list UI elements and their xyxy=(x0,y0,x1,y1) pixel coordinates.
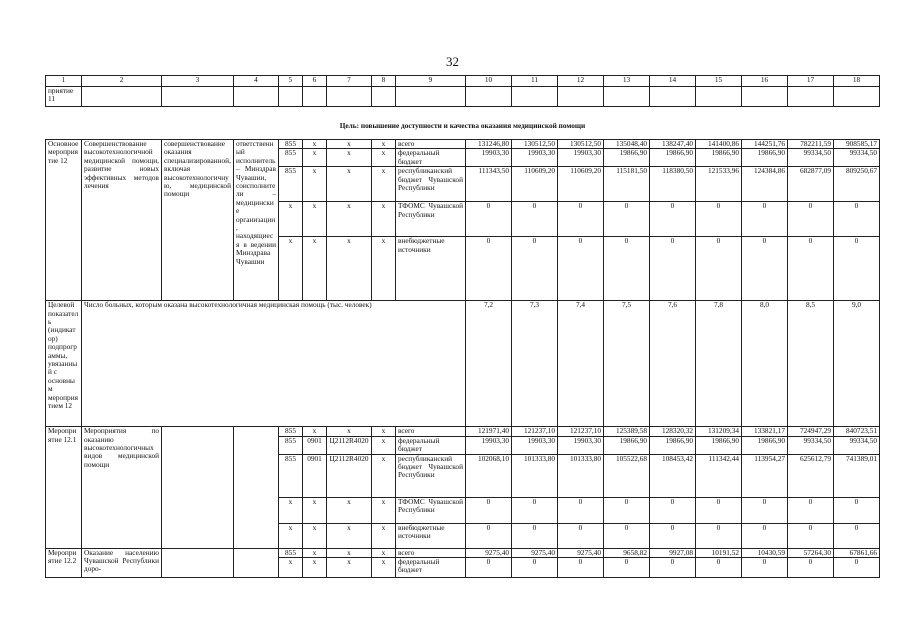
column-header: 10 xyxy=(466,76,512,87)
code-ministry: 855 xyxy=(279,149,303,167)
amount-cell: 121971,40 xyxy=(466,427,512,436)
amount-cell: 0 xyxy=(604,497,650,523)
indicator-value: 7,8 xyxy=(696,301,742,427)
amount-cell: 0 xyxy=(650,497,696,523)
amount-cell: 0 xyxy=(742,558,788,578)
code-target-article: x xyxy=(327,167,372,202)
code-target-article: x xyxy=(327,149,372,167)
amount-cell: 130512,50 xyxy=(512,140,558,149)
funding-source: федеральный бюджет xyxy=(396,149,466,167)
amount-cell: 125389,58 xyxy=(604,427,650,436)
empty-cell xyxy=(162,87,234,107)
amount-cell: 0 xyxy=(696,558,742,578)
amount-cell: 9275,40 xyxy=(512,548,558,557)
amount-cell: 19866,90 xyxy=(696,149,742,167)
code-expense-group: x xyxy=(372,140,396,149)
amount-cell: 121237,10 xyxy=(512,427,558,436)
indicator-text: Число больных, которым оказана высокотехнологичная медицинская помощь (тыс. человек) xyxy=(82,301,466,427)
amount-cell: 0 xyxy=(558,237,604,301)
code-ministry: x xyxy=(279,558,303,578)
amount-cell: 0 xyxy=(742,202,788,237)
column-header: 5 xyxy=(279,76,303,87)
event-description: Совершенствование высокотехнологичной медицинской помощи, развитие новых эффективных методов лечения xyxy=(82,140,162,301)
amount-cell: 741389,01 xyxy=(834,454,880,497)
indicator-value: 7,5 xyxy=(604,301,650,427)
page-number: 32 xyxy=(446,54,459,69)
amount-cell: 0 xyxy=(788,558,834,578)
column-header: 12 xyxy=(558,76,604,87)
event-name: Основное мероприятие 12 xyxy=(46,140,82,301)
amount-cell: 111343,50 xyxy=(466,167,512,202)
indicator-value: 7,3 xyxy=(512,301,558,427)
amount-cell: 9927,08 xyxy=(650,548,696,557)
amount-cell: 0 xyxy=(834,558,880,578)
amount-cell: 0 xyxy=(604,523,650,548)
amount-cell: 135048,40 xyxy=(604,140,650,149)
amount-cell: 0 xyxy=(604,202,650,237)
table-row xyxy=(46,140,880,149)
amount-cell: 724947,29 xyxy=(788,427,834,436)
amount-cell: 9658,82 xyxy=(604,548,650,557)
indicator-row xyxy=(46,301,880,427)
amount-cell: 19903,30 xyxy=(512,149,558,167)
empty-cell xyxy=(650,87,696,107)
amount-cell: 0 xyxy=(558,558,604,578)
expected-result: совершенствование оказания специализированной, включая высокотехнологичную, медицинской помощи xyxy=(162,140,234,301)
column-header-row xyxy=(46,76,880,87)
amount-cell: 99334,50 xyxy=(834,149,880,167)
amount-cell: 10191,52 xyxy=(696,548,742,557)
amount-cell: 809250,67 xyxy=(834,167,880,202)
amount-cell: 10430,59 xyxy=(742,548,788,557)
code-expense-group: x xyxy=(372,436,396,454)
amount-cell: 0 xyxy=(742,523,788,548)
amount-cell: 0 xyxy=(834,523,880,548)
amount-cell: 0 xyxy=(604,237,650,301)
code-section: 0901 xyxy=(303,436,327,454)
funding-source: внебюджетные источники xyxy=(396,237,466,301)
code-section: x xyxy=(303,149,327,167)
code-target-article: x xyxy=(327,523,372,548)
amount-cell: 908585,17 xyxy=(834,140,880,149)
indicator-value: 7,6 xyxy=(650,301,696,427)
empty-cell xyxy=(82,87,162,107)
code-section: x xyxy=(303,548,327,557)
amount-cell: 0 xyxy=(788,523,834,548)
funding-source: всего xyxy=(396,140,466,149)
code-expense-group: x xyxy=(372,523,396,548)
empty-cell xyxy=(604,87,650,107)
code-expense-group: x xyxy=(372,427,396,436)
amount-cell: 0 xyxy=(742,237,788,301)
funding-source: ТФОМС Чувашской Республики xyxy=(396,202,466,237)
budget-table xyxy=(45,75,880,578)
code-section: x xyxy=(303,497,327,523)
code-ministry: 855 xyxy=(279,427,303,436)
empty-cell xyxy=(327,87,372,107)
funding-source: всего xyxy=(396,427,466,436)
amount-cell: 0 xyxy=(466,202,512,237)
indicator-value: 7,2 xyxy=(466,301,512,427)
amount-cell: 0 xyxy=(558,523,604,548)
amount-cell: 99334,50 xyxy=(788,149,834,167)
amount-cell: 19866,90 xyxy=(604,149,650,167)
amount-cell: 131246,80 xyxy=(466,140,512,149)
code-expense-group: x xyxy=(372,497,396,523)
column-header: 15 xyxy=(696,76,742,87)
code-target-article: x xyxy=(327,202,372,237)
code-target-article: x xyxy=(327,140,372,149)
amount-cell: 19866,90 xyxy=(650,149,696,167)
code-expense-group: x xyxy=(372,167,396,202)
empty-cell xyxy=(279,87,303,107)
code-ministry: x xyxy=(279,523,303,548)
amount-cell: 0 xyxy=(650,558,696,578)
amount-cell: 101333,80 xyxy=(512,454,558,497)
column-header: 3 xyxy=(162,76,234,87)
amount-cell: 19866,90 xyxy=(604,436,650,454)
table-body xyxy=(46,76,880,578)
code-ministry: 855 xyxy=(279,140,303,149)
amount-cell: 138247,40 xyxy=(650,140,696,149)
amount-cell: 115181,50 xyxy=(604,167,650,202)
empty-cell xyxy=(696,87,742,107)
code-ministry: 855 xyxy=(279,167,303,202)
amount-cell: 0 xyxy=(466,237,512,301)
amount-cell: 0 xyxy=(788,497,834,523)
funding-source: республиканский бюджет Чувашской Республики xyxy=(396,454,466,497)
amount-cell: 0 xyxy=(834,497,880,523)
amount-cell: 9275,40 xyxy=(558,548,604,557)
amount-cell: 0 xyxy=(650,523,696,548)
column-header: 2 xyxy=(82,76,162,87)
funding-source: внебюджетные источники xyxy=(396,523,466,548)
amount-cell: 111342,44 xyxy=(696,454,742,497)
code-expense-group: x xyxy=(372,202,396,237)
empty-cell xyxy=(303,87,327,107)
amount-cell: 144251,76 xyxy=(742,140,788,149)
code-section: x xyxy=(303,167,327,202)
funding-source: федеральный бюджет xyxy=(396,558,466,578)
event-description: Оказание населению Чувашской Республики доро- xyxy=(82,548,162,577)
column-header: 8 xyxy=(372,76,396,87)
amount-cell: 124384,86 xyxy=(742,167,788,202)
code-ministry: x xyxy=(279,202,303,237)
empty-cell xyxy=(372,87,396,107)
amount-cell: 121533,96 xyxy=(696,167,742,202)
empty-cell xyxy=(512,87,558,107)
amount-cell: 9275,40 xyxy=(466,548,512,557)
amount-cell: 19903,30 xyxy=(558,436,604,454)
code-target-article: x xyxy=(327,497,372,523)
code-expense-group: x xyxy=(372,548,396,557)
prev-row-label: приятие 11 xyxy=(46,87,82,107)
empty-cell xyxy=(834,87,880,107)
amount-cell: 67861,66 xyxy=(834,548,880,557)
amount-cell: 57264,30 xyxy=(788,548,834,557)
amount-cell: 99334,50 xyxy=(788,436,834,454)
amount-cell: 102068,10 xyxy=(466,454,512,497)
column-header: 7 xyxy=(327,76,372,87)
amount-cell: 19866,90 xyxy=(742,436,788,454)
indicator-value: 7,4 xyxy=(558,301,604,427)
empty-cell xyxy=(788,87,834,107)
amount-cell: 0 xyxy=(466,558,512,578)
amount-cell: 682877,09 xyxy=(788,167,834,202)
expected-result xyxy=(162,427,234,548)
column-header: 9 xyxy=(396,76,466,87)
amount-cell: 0 xyxy=(834,237,880,301)
amount-cell: 133821,17 xyxy=(742,427,788,436)
amount-cell: 782211,59 xyxy=(788,140,834,149)
code-expense-group: x xyxy=(372,149,396,167)
funding-source: всего xyxy=(396,548,466,557)
amount-cell: 0 xyxy=(512,237,558,301)
code-section: x xyxy=(303,202,327,237)
code-section: x xyxy=(303,237,327,301)
code-target-article: Ц2112R4020 xyxy=(327,454,372,497)
amount-cell: 0 xyxy=(558,202,604,237)
amount-cell: 0 xyxy=(650,237,696,301)
amount-cell: 0 xyxy=(696,497,742,523)
amount-cell: 0 xyxy=(604,558,650,578)
code-ministry: 855 xyxy=(279,436,303,454)
funding-source: республиканский бюджет Чувашской Республики xyxy=(396,167,466,202)
code-target-article: x xyxy=(327,548,372,557)
event-description: Мероприятия по оказанию высокотехнологичных видов медицинской помощи xyxy=(82,427,162,548)
indicator-value: 9,0 xyxy=(834,301,880,427)
amount-cell: 99334,50 xyxy=(834,436,880,454)
amount-cell: 110609,20 xyxy=(558,167,604,202)
code-target-article: x xyxy=(327,237,372,301)
amount-cell: 110609,20 xyxy=(512,167,558,202)
amount-cell: 19866,90 xyxy=(650,436,696,454)
table-row xyxy=(46,427,880,436)
column-header: 11 xyxy=(512,76,558,87)
code-ministry: x xyxy=(279,237,303,301)
code-section: x xyxy=(303,523,327,548)
amount-cell: 19866,90 xyxy=(742,149,788,167)
amount-cell: 0 xyxy=(788,202,834,237)
funding-source: ТФОМС Чувашской Республики xyxy=(396,497,466,523)
amount-cell: 0 xyxy=(512,558,558,578)
amount-cell: 141400,86 xyxy=(696,140,742,149)
column-header: 4 xyxy=(234,76,279,87)
amount-cell: 130512,50 xyxy=(558,140,604,149)
amount-cell: 105522,68 xyxy=(604,454,650,497)
code-ministry: 855 xyxy=(279,454,303,497)
amount-cell: 19866,90 xyxy=(696,436,742,454)
amount-cell: 0 xyxy=(650,202,696,237)
amount-cell: 0 xyxy=(742,497,788,523)
amount-cell: 0 xyxy=(512,202,558,237)
code-target-article: Ц2112R4020 xyxy=(327,436,372,454)
responsible-executor xyxy=(234,548,279,577)
code-section: 0901 xyxy=(303,454,327,497)
column-header: 14 xyxy=(650,76,696,87)
indicator-value: 8,0 xyxy=(742,301,788,427)
amount-cell: 0 xyxy=(558,497,604,523)
amount-cell: 19903,30 xyxy=(558,149,604,167)
amount-cell: 113954,27 xyxy=(742,454,788,497)
column-header: 18 xyxy=(834,76,880,87)
amount-cell: 0 xyxy=(696,523,742,548)
amount-cell: 19903,30 xyxy=(466,436,512,454)
empty-cell xyxy=(742,87,788,107)
amount-cell: 19903,30 xyxy=(466,149,512,167)
empty-cell xyxy=(558,87,604,107)
amount-cell: 625612,79 xyxy=(788,454,834,497)
expected-result xyxy=(162,548,234,577)
column-header: 1 xyxy=(46,76,82,87)
indicator-label: Целевой показатель (индикатор) подпрограммы, увязанный с основным мероприятием 12 xyxy=(46,301,82,427)
code-ministry: 855 xyxy=(279,548,303,557)
empty-cell xyxy=(234,87,279,107)
amount-cell: 0 xyxy=(834,202,880,237)
funding-source: федеральный бюджет xyxy=(396,436,466,454)
code-expense-group: x xyxy=(372,558,396,578)
amount-cell: 121237,10 xyxy=(558,427,604,436)
code-section: x xyxy=(303,558,327,578)
responsible-executor xyxy=(234,427,279,548)
column-header: 16 xyxy=(742,76,788,87)
code-expense-group: x xyxy=(372,237,396,301)
event-name: Мероприятие 12.2 xyxy=(46,548,82,577)
empty-cell xyxy=(396,87,466,107)
code-target-article: x xyxy=(327,427,372,436)
amount-cell: 101333,80 xyxy=(558,454,604,497)
amount-cell: 19903,30 xyxy=(512,436,558,454)
column-header: 6 xyxy=(303,76,327,87)
code-target-article: x xyxy=(327,558,372,578)
column-header: 13 xyxy=(604,76,650,87)
indicator-value: 8,5 xyxy=(788,301,834,427)
responsible-executor: ответственный исполнитель – Минздрав Чувашии, соисполнители – медицинские организации, находящиеся в ведении Минздрава Чувашии xyxy=(234,140,279,301)
amount-cell: 131209,34 xyxy=(696,427,742,436)
continuation-row xyxy=(46,87,880,107)
code-section: x xyxy=(303,140,327,149)
empty-cell xyxy=(466,87,512,107)
amount-cell: 0 xyxy=(466,497,512,523)
amount-cell: 0 xyxy=(466,523,512,548)
amount-cell: 0 xyxy=(788,237,834,301)
code-ministry: x xyxy=(279,497,303,523)
event-name: Мероприятие 12.1 xyxy=(46,427,82,548)
amount-cell: 840723,51 xyxy=(834,427,880,436)
goal-heading: Цель: повышение доступности и качества оказания медицинской помощи xyxy=(46,107,880,140)
column-header: 17 xyxy=(788,76,834,87)
amount-cell: 0 xyxy=(696,202,742,237)
goal-row xyxy=(46,107,880,140)
amount-cell: 0 xyxy=(512,523,558,548)
amount-cell: 108453,42 xyxy=(650,454,696,497)
amount-cell: 128320,32 xyxy=(650,427,696,436)
code-expense-group: x xyxy=(372,454,396,497)
amount-cell: 0 xyxy=(696,237,742,301)
amount-cell: 0 xyxy=(512,497,558,523)
code-section: x xyxy=(303,427,327,436)
table-row xyxy=(46,548,880,557)
amount-cell: 118380,50 xyxy=(650,167,696,202)
